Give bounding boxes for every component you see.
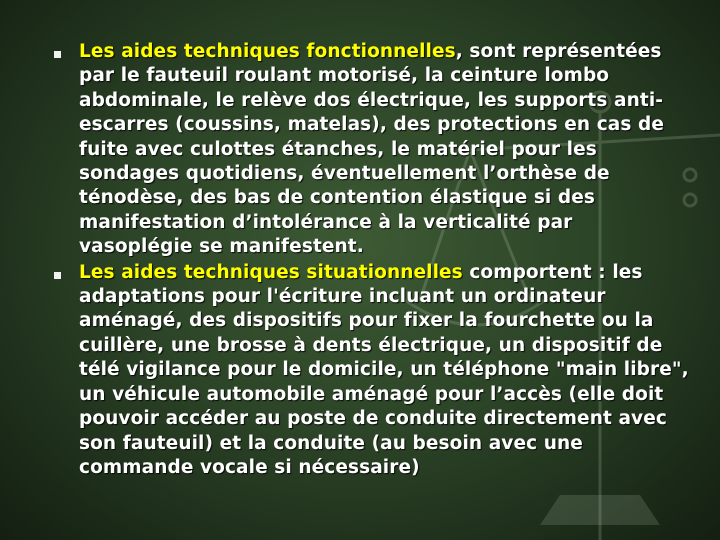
bullet-text: [79, 261, 692, 481]
bullet-body: comportent : les adaptations pour l'écriture incluant un ordinateur aménagé, des dispositifs pour fixer la fourchette ou la cuillère, une brosse à dents électrique, un dispositif de télé vigilance pour le domicile, un téléphone "main libre", un véhicule automobile aménagé pour l’accès (elle doit pouvoir accéder au poste de conduite directement avec son fauteuil) et la conduite (au besoin avec une commande vocale si nécessaire): [79, 261, 689, 478]
bullet-highlight: Les aides techniques situationnelles: [79, 261, 463, 283]
bullet-item-functional-aids: [52, 40, 692, 260]
bullet-highlight: Les aides techniques fonctionnelles: [79, 41, 456, 62]
square-bullet-icon: [54, 51, 61, 58]
bullet-item-situational-aids: [52, 261, 692, 481]
bullet-text: [79, 40, 692, 260]
slide-content: [52, 40, 692, 480]
bullet-body: , sont représentées par le fauteuil roulant motorisé, la ceinture lombo abdominale, le relève dos électrique, les supports anti-escarres (coussins, matelas), des protections en cas de fuite avec culottes étanches, le matériel pour les sondages quotidiens, éventuellement l’orthèse de ténodèse, des bas de contention élastique si des manifestation d’intolérance à la verticalité par vasoplégie se manifestent.: [79, 41, 665, 258]
square-bullet-icon: [54, 272, 61, 279]
